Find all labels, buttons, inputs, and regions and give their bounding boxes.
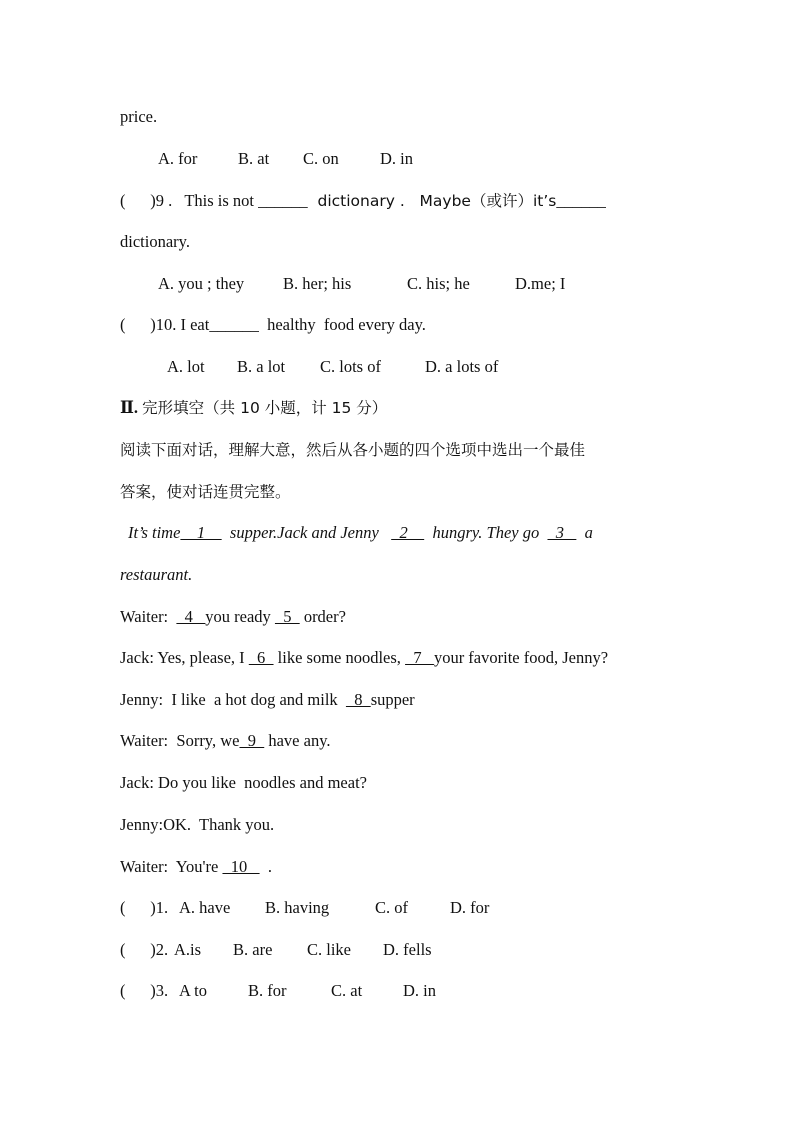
blank-6: 6 bbox=[248, 648, 274, 667]
q10-stem bbox=[120, 315, 426, 335]
q9-option-c: C. his; he bbox=[407, 274, 470, 293]
dialogue-line-7 bbox=[120, 857, 272, 877]
q10-option-a: A. lot bbox=[167, 357, 205, 376]
cloze-q1-option-c: C. of bbox=[375, 898, 408, 917]
section-2-instruction-line1: 阅读下面对话，理解大意，然后从各小题的四个选项中选出一个最佳 bbox=[120, 441, 586, 459]
blank-8: 8 bbox=[345, 690, 371, 709]
blank-10: 10 bbox=[222, 857, 260, 876]
q9-text-a: This is not bbox=[184, 191, 259, 210]
cloze-q3-option-c: C. at bbox=[331, 981, 363, 1000]
passage-intro-line2: restaurant. bbox=[120, 565, 193, 584]
q9-blank-2: ______ bbox=[556, 191, 606, 210]
dialogue-text: Waiter: bbox=[120, 607, 177, 626]
dialogue-text: like some noodles, bbox=[273, 648, 406, 667]
blank-9: 9 bbox=[239, 731, 265, 750]
dialogue-text: your favorite food, Jenny? bbox=[433, 648, 609, 667]
q10-number: ( )10. I eat bbox=[120, 315, 210, 334]
q9-option-b: B. her; his bbox=[283, 274, 352, 293]
dialogue-line-2 bbox=[120, 648, 608, 668]
dialogue-text: Jack: Yes, please, I bbox=[120, 648, 249, 667]
dialogue-line-5: Jack: Do you like noodles and meat? bbox=[120, 773, 367, 792]
q9-stem-cont: dictionary. bbox=[120, 232, 190, 251]
dialogue-text: order? bbox=[299, 607, 346, 626]
q10-option-d: D. a lots of bbox=[425, 357, 499, 376]
blank-7: 7 bbox=[405, 648, 434, 667]
cloze-q1-number: ( )1. bbox=[120, 898, 169, 917]
q9-option-a: A. you ; they bbox=[158, 274, 245, 293]
dialogue-text: Waiter: You're bbox=[120, 857, 223, 876]
q8-option-d: D. in bbox=[380, 149, 413, 168]
passage-intro-line1 bbox=[128, 523, 593, 543]
cloze-q2-option-d: D. fells bbox=[383, 940, 432, 959]
cloze-q2-option-b: B. are bbox=[233, 940, 273, 959]
dialogue-text: . bbox=[259, 857, 272, 876]
dialogue-text: you ready bbox=[205, 607, 275, 626]
dialogue-text: supper bbox=[370, 690, 415, 709]
q9-stem bbox=[120, 191, 606, 211]
cloze-q2-option-a: A.is bbox=[174, 940, 202, 959]
section-2-number: Ⅱ. bbox=[120, 398, 139, 417]
passage-text: a bbox=[576, 523, 593, 542]
q9-blank-1: ______ bbox=[258, 191, 308, 210]
cloze-q3-option-a: A to bbox=[179, 981, 207, 1000]
dialogue-line-3 bbox=[120, 690, 415, 710]
cloze-q3-number: ( )3. bbox=[120, 981, 169, 1000]
q8-option-b: B. at bbox=[238, 149, 270, 168]
dialogue-line-1 bbox=[120, 607, 346, 627]
q8-option-c: C. on bbox=[303, 149, 339, 168]
passage-text: It’s time bbox=[128, 523, 181, 542]
blank-3: 3 bbox=[547, 523, 577, 542]
blank-5: 5 bbox=[274, 607, 300, 626]
section-2-title: 完形填空（共 10 小题，计 15 分） bbox=[142, 399, 388, 417]
passage-text: supper.Jack and Jenny bbox=[221, 523, 392, 542]
q8-tail-text: price. bbox=[120, 107, 158, 126]
q10-option-c: C. lots of bbox=[320, 357, 381, 376]
cloze-q2-number: ( )2. bbox=[120, 940, 169, 959]
dialogue-text: Jenny: I like a hot dog and milk bbox=[120, 690, 346, 709]
dialogue-text: Waiter: Sorry, we bbox=[120, 731, 240, 750]
cloze-q3-option-d: D. in bbox=[403, 981, 436, 1000]
passage-text: hungry. They go bbox=[424, 523, 548, 542]
section-2-heading bbox=[120, 398, 387, 418]
cloze-q1-option-a: A. have bbox=[179, 898, 231, 917]
cloze-q3-option-b: B. for bbox=[248, 981, 287, 1000]
q10-blank: ______ bbox=[209, 315, 259, 334]
blank-4: 4 bbox=[176, 607, 206, 626]
q10-option-b: B. a lot bbox=[237, 357, 286, 376]
dialogue-text: have any. bbox=[264, 731, 331, 750]
q9-number: ( )9 . bbox=[120, 191, 173, 210]
cloze-q2-option-c: C. like bbox=[307, 940, 351, 959]
dialogue-line-4 bbox=[120, 731, 331, 751]
cloze-q1-option-b: B. having bbox=[265, 898, 330, 917]
q10-text: healthy food every day. bbox=[258, 315, 426, 334]
blank-1: 1 bbox=[180, 523, 222, 542]
q9-text-b: dictionary . Maybe（或许）it’s bbox=[307, 192, 557, 210]
blank-2: 2 bbox=[391, 523, 425, 542]
cloze-q1-option-d: D. for bbox=[450, 898, 490, 917]
dialogue-line-6: Jenny:OK. Thank you. bbox=[120, 815, 275, 834]
q8-option-a: A. for bbox=[158, 149, 198, 168]
section-2-instruction-line2: 答案，使对话连贯完整。 bbox=[120, 483, 291, 501]
q9-option-d: D.me; I bbox=[515, 274, 566, 293]
